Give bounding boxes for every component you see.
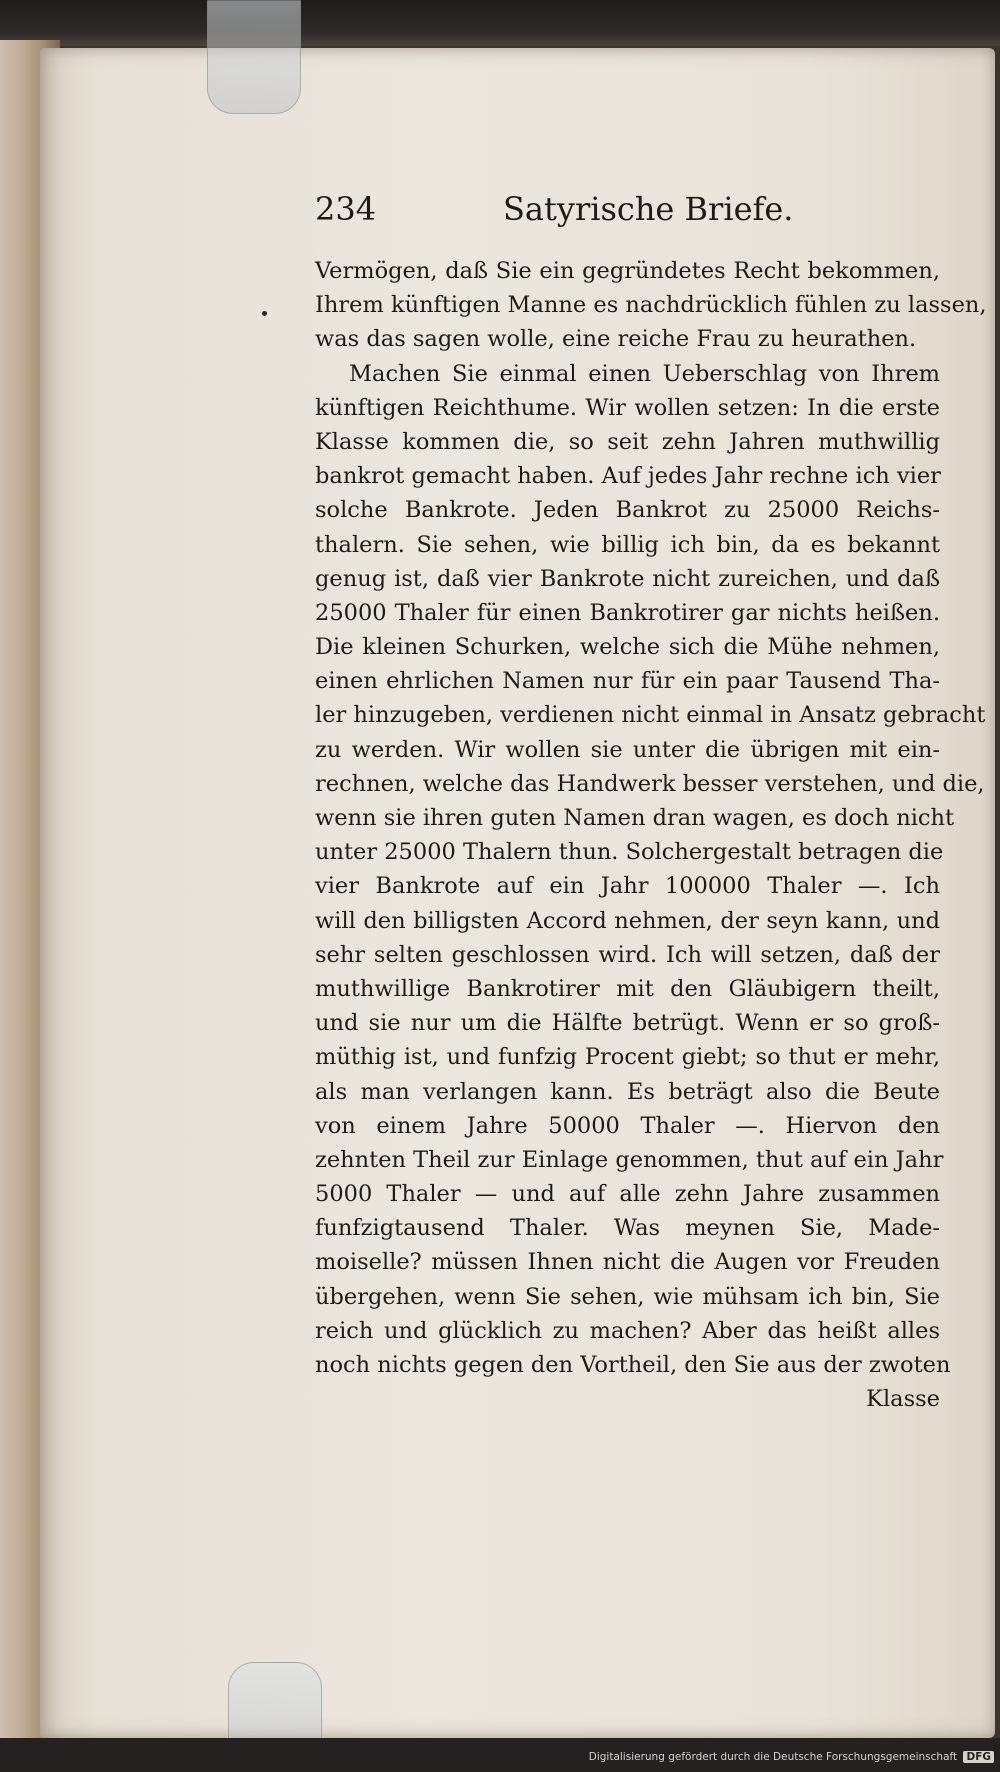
text-line: bankrot gemacht haben. Auf jedes Jahr rechne ich vier xyxy=(315,463,941,490)
text-line: künftigen Reichthume. Wir wollen setzen: In die erste xyxy=(315,394,940,421)
text-line: Vermögen, daß Sie ein gegründetes Recht bekommen, xyxy=(315,258,940,284)
text-line: vier Bankrote auf ein Jahr 100000 Thaler —. Ich xyxy=(315,873,940,900)
text-line: funfzigtausend Thaler. Was meynen Sie, Made- xyxy=(315,1215,940,1242)
text-line: genug ist, daß vier Bankrote nicht zureichen, und daß xyxy=(315,565,940,592)
dfg-logo: DFG xyxy=(963,1751,994,1763)
page-text xyxy=(315,190,987,1416)
text-line: Ihrem künftigen Manne es nachdrücklich fühlen zu lassen, xyxy=(315,292,987,319)
page-number: 234 xyxy=(315,190,377,228)
scanner-background-top xyxy=(0,0,1000,46)
text-line: unter 25000 Thalern thun. Solchergestalt betragen die xyxy=(315,839,944,866)
text-line: müthig ist, und funfzig Procent giebt; so thut er mehr, xyxy=(315,1044,940,1071)
text-line: Machen Sie einmal einen Ueberschlag von Ihrem xyxy=(349,360,940,387)
running-title: Satyrische Briefe. xyxy=(503,190,794,228)
text-line: wenn sie ihren guten Namen dran wagen, es doch nicht xyxy=(315,805,955,831)
text-line: rechnen, welche das Handwerk besser verstehen, und die, xyxy=(315,770,985,797)
text-line: 25000 Thaler für einen Bankrotirer gar nichts heißen. xyxy=(315,599,940,626)
text-line: noch nichts gegen den Vortheil, den Sie aus der zwoten xyxy=(315,1352,951,1378)
text-line: von einem Jahre 50000 Thaler —. Hiervon den xyxy=(315,1112,940,1139)
credit-text: Digitalisierung gefördert durch die Deutsche Forschungsgemeinschaft xyxy=(588,1751,958,1763)
page-clip-top xyxy=(207,0,301,114)
text-line: Klasse kommen die, so seit zehn Jahren muthwillig xyxy=(315,428,940,455)
text-line: will den billigsten Accord nehmen, der seyn kann, und xyxy=(315,907,940,934)
ink-mark xyxy=(262,311,267,316)
text-line: muthwillige Bankrotirer mit den Gläubigern theilt, xyxy=(315,975,940,1002)
catchword: Klasse xyxy=(866,1386,940,1413)
text-line: einen ehrlichen Namen nur für ein paar Tausend Tha- xyxy=(315,668,940,695)
text-line: 5000 Thaler — und auf alle zehn Jahre zusammen xyxy=(315,1181,940,1208)
text-line: sehr selten geschlossen wird. Ich will setzen, daß der xyxy=(315,941,940,968)
text-line: solche Bankrote. Jeden Bankrot zu 25000 Reichs- xyxy=(315,497,940,524)
text-line: was das sagen wolle, eine reiche Frau zu heurathen. xyxy=(315,326,917,353)
text-line: thalern. Sie sehen, wie billig ich bin, da es bekannt xyxy=(315,531,940,558)
text-line: moiselle? müssen Ihnen nicht die Augen vor Freuden xyxy=(315,1249,940,1276)
text-line: reich und glücklich zu machen? Aber das heißt alles xyxy=(315,1317,940,1344)
text-line: und sie nur um die Hälfte betrügt. Wenn er so groß- xyxy=(315,1010,940,1037)
text-line: zu werden. Wir wollen sie unter die übrigen mit ein- xyxy=(315,736,940,763)
text-line: Die kleinen Schurken, welche sich die Mühe nehmen, xyxy=(315,634,940,661)
running-head xyxy=(315,190,940,244)
text-line: zehnten Theil zur Einlage genommen, thut auf ein Jahr xyxy=(315,1146,944,1173)
text-line: übergehen, wenn Sie sehen, wie mühsam ich bin, Sie xyxy=(315,1283,940,1310)
text-line: ler hinzugeben, verdienen nicht einmal in Ansatz gebracht xyxy=(315,702,986,729)
digitization-credit xyxy=(589,1751,994,1763)
text-line: als man verlangen kann. Es beträgt also die Beute xyxy=(315,1078,940,1105)
